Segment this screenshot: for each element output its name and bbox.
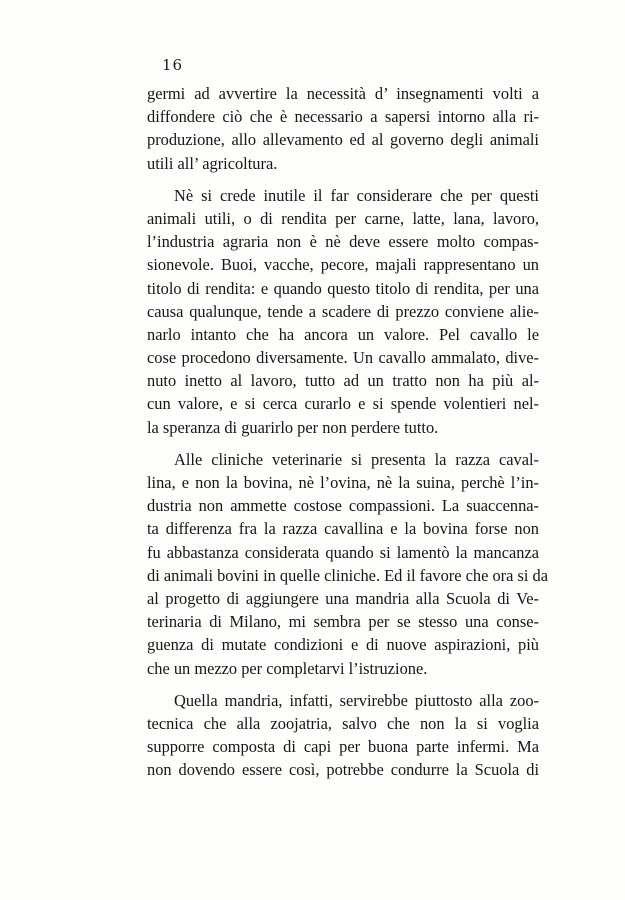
page-number: 16 <box>162 56 184 74</box>
text-line: animali utili, o di rendita per carne, latte, lana, lavoro, <box>147 208 539 228</box>
text-line: titolo di rendita: e quando questo titolo di rendita, per una <box>147 278 539 298</box>
text-line: Alle cliniche veterinarie si presenta la razza caval- <box>174 449 539 469</box>
text-line: guenza di mutate condizioni e di nuove aspirazioni, più <box>147 635 539 655</box>
text-line: l’industria agraria non è nè deve essere molto compas- <box>147 232 539 252</box>
text-line: Quella mandria, infatti, servirebbe piuttosto alla zoo- <box>174 690 539 710</box>
text-line: che un mezzo per completarvi l’istruzione. <box>147 658 428 678</box>
text-line: nuto inetto al lavoro, tutto ad un tratto non ha più al- <box>147 371 539 391</box>
paragraph-alle-cliniche <box>147 448 548 680</box>
text-line: dustria non ammette costose compassioni. La suaccenna- <box>147 496 539 516</box>
paragraph-continuation <box>147 82 539 175</box>
text-line: cose procedono diversamente. Un cavallo ammalato, dive- <box>147 348 539 368</box>
text-line: ta differenza fra la razza cavallina e la bovina forse non <box>147 519 539 539</box>
text-line: causa qualunque, tende a scadere di prezzo conviene alie- <box>147 301 539 321</box>
text-line: la speranza di guarirlo per non perdere tutto. <box>147 417 439 437</box>
body-text <box>147 82 548 781</box>
text-line: cun valore, e si cerca curarlo e si spende volentieri nel- <box>147 394 539 414</box>
paragraph-ne-si-crede <box>147 184 539 439</box>
text-line: fu abbastanza considerata quando si lamentò la mancanza <box>147 542 539 562</box>
text-line: di animali bovini in quelle cliniche. Ed il favore che ora si da <box>147 565 548 585</box>
text-line: supporre composta di capi per buona parte infermi. Ma <box>147 737 539 757</box>
text-line: non dovendo essere così, potrebbe condurre la Scuola di <box>147 760 539 780</box>
text-line: lina, e non la bovina, nè l’ovina, nè la suina, perchè l’in- <box>147 473 539 492</box>
text-line: terinaria di Milano, mi sembra per se stesso una conse- <box>147 612 539 632</box>
text-line: tecnica che alla zoojatria, salvo che non la si voglia <box>147 713 539 733</box>
paragraph-quella-mandria <box>147 689 539 782</box>
text-line: utili all’ agricoltura. <box>147 153 278 173</box>
text-line: Nè si crede inutile il far considerare che per questi <box>174 185 539 205</box>
text-line: al progetto di aggiungere una mandria alla Scuola di Ve- <box>147 588 539 608</box>
text-line: produzione, allo allevamento ed al governo degli animali <box>147 130 539 150</box>
text-line: germi ad avvertire la necessità d’ insegnamenti volti a <box>147 84 539 103</box>
text-line: narlo intanto che ha ancora un valore. Pel cavallo le <box>147 324 539 344</box>
text-line: diffondere ciò che è necessario a sapersi intorno alla ri- <box>147 107 539 127</box>
text-line: sionevole. Buoi, vacche, pecore, majali rappresentano un <box>147 255 539 275</box>
